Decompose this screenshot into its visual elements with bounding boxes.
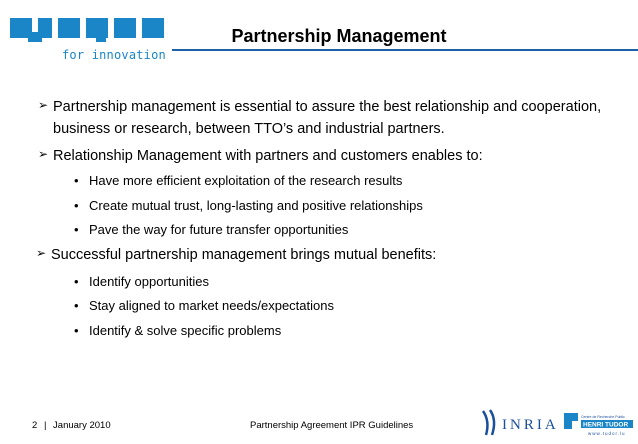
logo-tagline: for innovation — [62, 48, 166, 62]
tudor-url: www.tudor.lu — [588, 431, 626, 436]
dot-bullet-icon: • — [74, 274, 79, 290]
footer-left — [32, 420, 111, 431]
footer-doc-title: Partnership Agreement IPR Guidelines — [250, 420, 414, 431]
list-item: • Create mutual trust, long-lasting and positive relationships — [74, 196, 618, 216]
arrow-bullet-icon: ➢ — [38, 98, 49, 112]
list-item: ➢ Successful partnership management brings mutual benefits: — [36, 245, 437, 263]
list-item: • Stay aligned to market needs/expectations — [74, 296, 618, 316]
dot-bullet-icon: • — [74, 298, 79, 314]
list-item: • Identify opportunities — [74, 272, 618, 292]
inria-text: INRIA — [502, 417, 559, 433]
tudor-text: HENRI TUDOR — [583, 421, 629, 429]
partner-logos — [480, 407, 638, 439]
title-divider — [172, 49, 638, 51]
arrow-bullet-icon: ➢ — [38, 146, 49, 161]
dot-bullet-icon: • — [74, 197, 79, 213]
dot-bullet-icon: • — [74, 221, 79, 237]
list-item: ➢ Partnership management is essential to assure the best relationship and cooperation, business or research, between TTO’s and industrial partners. — [38, 98, 602, 138]
tudor-subtitle: Centre de Recherche Public — [581, 415, 625, 419]
list-item: • Pave the way for future transfer opportunities — [74, 220, 618, 240]
slide-title: Partnership Management — [231, 26, 447, 46]
list-item: • Identify & solve specific problems — [74, 321, 618, 341]
footer-separator: | — [43, 420, 47, 431]
page-number: 2 — [32, 420, 38, 431]
bullet-list — [38, 96, 618, 341]
list-item: • Have more efficient exploitation of the research results — [74, 171, 618, 191]
dot-bullet-icon: • — [74, 322, 79, 338]
inria-logo-icon — [480, 407, 638, 439]
arrow-bullet-icon: ➢ — [36, 245, 47, 260]
list-item: ➢ Relationship Management with partners and customers enables to: — [38, 146, 483, 164]
dot-bullet-icon: • — [74, 173, 79, 189]
footer-date: January 2010 — [53, 420, 111, 431]
